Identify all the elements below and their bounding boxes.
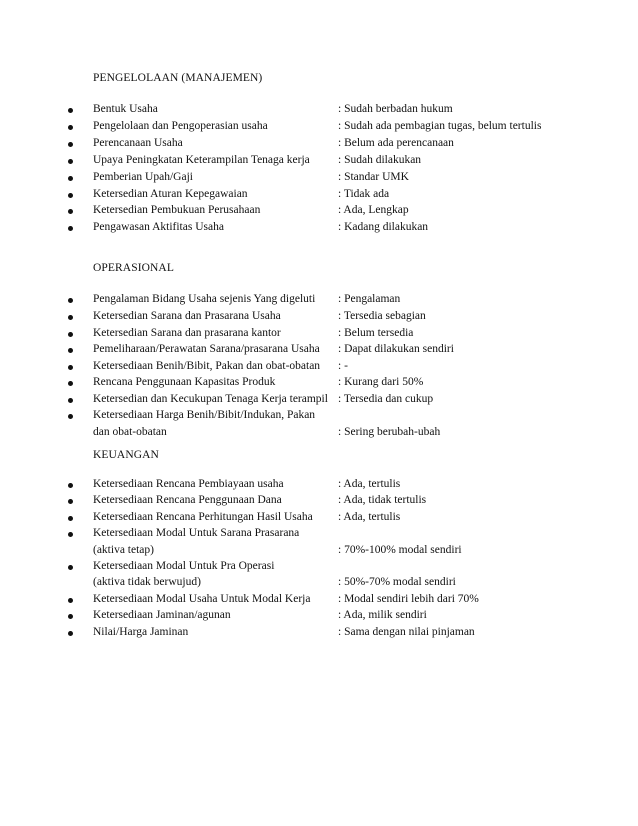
item-value: : Belum tersedia bbox=[338, 327, 414, 339]
bullet-icon bbox=[68, 348, 73, 353]
item-label: Ketersediaan Modal Untuk Pra Operasi bbox=[93, 560, 275, 572]
list-item bbox=[0, 327, 638, 343]
item-label: Ketersediaan Rencana Perhitungan Hasil Usaha bbox=[93, 511, 313, 523]
item-label: Ketersedian Pembukuan Perusahaan bbox=[93, 204, 261, 216]
item-label: Ketersedian Sarana dan prasarana kantor bbox=[93, 327, 281, 339]
bullet-icon bbox=[68, 125, 73, 130]
bullet-icon bbox=[68, 483, 73, 488]
item-label: Pengelolaan dan Pengoperasian usaha bbox=[93, 120, 268, 132]
bullet-icon bbox=[68, 142, 73, 147]
list-item bbox=[0, 188, 638, 204]
bullet-icon bbox=[68, 159, 73, 164]
item-value: : Kadang dilakukan bbox=[338, 221, 429, 233]
bullet-icon bbox=[68, 365, 73, 370]
item-value: : Dapat dilakukan sendiri bbox=[338, 343, 454, 355]
item-value: : Modal sendiri lebih dari 70% bbox=[338, 593, 479, 605]
bullet-icon bbox=[68, 193, 73, 198]
list-item bbox=[0, 560, 638, 576]
bullet-icon bbox=[68, 209, 73, 214]
list-item bbox=[0, 343, 638, 359]
item-value: : Ada, milik sendiri bbox=[338, 609, 427, 621]
bullet-icon bbox=[68, 176, 73, 181]
list-item bbox=[0, 393, 638, 409]
list-item bbox=[0, 137, 638, 153]
list-item bbox=[0, 494, 638, 510]
item-label: Ketersediaan Modal Usaha Untuk Modal Kerja bbox=[93, 593, 311, 605]
item-value: : Ada, tertulis bbox=[338, 478, 401, 490]
item-label: Ketersedian Aturan Kepegawaian bbox=[93, 188, 248, 200]
bullet-icon bbox=[68, 565, 73, 570]
item-label: Ketersediaan Rencana Penggunaan Dana bbox=[93, 494, 282, 506]
bullet-icon bbox=[68, 499, 73, 504]
item-value: : Tidak ada bbox=[338, 188, 390, 200]
item-value: : Kurang dari 50% bbox=[338, 376, 424, 388]
bullet-icon bbox=[68, 414, 73, 419]
item-label: Nilai/Harga Jaminan bbox=[93, 626, 189, 638]
item-label-continuation: (aktiva tetap) bbox=[93, 544, 154, 556]
bullet-icon bbox=[68, 226, 73, 231]
list-item bbox=[0, 360, 638, 376]
list-item bbox=[0, 376, 638, 392]
item-value: : - bbox=[338, 360, 348, 372]
list-item bbox=[0, 511, 638, 527]
list-item bbox=[0, 409, 638, 425]
list-item-continuation bbox=[0, 576, 638, 592]
item-label: Upaya Peningkatan Keterampilan Tenaga kerja bbox=[93, 154, 310, 166]
list-item bbox=[0, 221, 638, 237]
item-label: Ketersedian dan Kecukupan Tenaga Kerja terampil bbox=[93, 393, 328, 405]
item-label: Ketersediaan Rencana Pembiayaan usaha bbox=[93, 478, 284, 490]
item-label: Bentuk Usaha bbox=[93, 103, 158, 115]
list-item bbox=[0, 478, 638, 494]
item-value: : Ada, tertulis bbox=[338, 511, 401, 523]
section-title-keuangan: KEUANGAN bbox=[93, 449, 159, 461]
list-item bbox=[0, 171, 638, 187]
item-value: : Tersedia sebagian bbox=[338, 310, 426, 322]
bullet-icon bbox=[68, 398, 73, 403]
item-value: : Ada, Lengkap bbox=[338, 204, 409, 216]
item-value: : Sudah ada pembagian tugas, belum tertulis bbox=[338, 120, 542, 132]
item-label: Pengawasan Aktifitas Usaha bbox=[93, 221, 224, 233]
section-title-operasional: OPERASIONAL bbox=[93, 262, 174, 274]
list-item bbox=[0, 204, 638, 220]
list-item-continuation bbox=[0, 426, 638, 442]
list-item bbox=[0, 527, 638, 543]
list-item-continuation bbox=[0, 544, 638, 560]
bullet-icon bbox=[68, 532, 73, 537]
item-label-continuation: (aktiva tidak berwujud) bbox=[93, 576, 201, 588]
bullet-icon bbox=[68, 315, 73, 320]
item-value: : 70%-100% modal sendiri bbox=[338, 544, 462, 556]
item-label: Ketersediaan Harga Benih/Bibit/Indukan, Pakan bbox=[93, 409, 316, 421]
item-value: : Pengalaman bbox=[338, 293, 401, 305]
bullet-icon bbox=[68, 598, 73, 603]
item-value: : Tersedia dan cukup bbox=[338, 393, 434, 405]
item-label: Ketersedian Sarana dan Prasarana Usaha bbox=[93, 310, 281, 322]
list-item bbox=[0, 293, 638, 309]
item-label: Perencanaan Usaha bbox=[93, 137, 183, 149]
item-label: Ketersediaan Modal Untuk Sarana Prasarana bbox=[93, 527, 300, 539]
bullet-icon bbox=[68, 631, 73, 636]
bullet-icon bbox=[68, 516, 73, 521]
item-label: Ketersediaan Benih/Bibit, Pakan dan obat-obatan bbox=[93, 360, 321, 372]
list-item bbox=[0, 154, 638, 170]
item-value: : 50%-70% modal sendiri bbox=[338, 576, 456, 588]
item-value: : Sudah dilakukan bbox=[338, 154, 422, 166]
item-label: Pengalaman Bidang Usaha sejenis Yang digeluti bbox=[93, 293, 316, 305]
list-item bbox=[0, 120, 638, 136]
item-label: Pemeliharaan/Perawatan Sarana/prasarana Usaha bbox=[93, 343, 320, 355]
item-value: : Sering berubah-ubah bbox=[338, 426, 441, 438]
item-label: Pemberian Upah/Gaji bbox=[93, 171, 193, 183]
item-label-continuation: dan obat-obatan bbox=[93, 426, 167, 438]
item-value: : Sudah berbadan hukum bbox=[338, 103, 453, 115]
item-value: : Standar UMK bbox=[338, 171, 409, 183]
item-value: : Sama dengan nilai pinjaman bbox=[338, 626, 475, 638]
bullet-icon bbox=[68, 614, 73, 619]
item-label: Ketersediaan Jaminan/agunan bbox=[93, 609, 231, 621]
list-item bbox=[0, 103, 638, 119]
section-title-pengelolaan: PENGELOLAAN (MANAJEMEN) bbox=[93, 72, 263, 84]
item-value: : Belum ada perencanaan bbox=[338, 137, 454, 149]
list-item bbox=[0, 593, 638, 609]
bullet-icon bbox=[68, 381, 73, 386]
bullet-icon bbox=[68, 298, 73, 303]
list-item bbox=[0, 310, 638, 326]
list-item bbox=[0, 609, 638, 625]
bullet-icon bbox=[68, 332, 73, 337]
list-item bbox=[0, 626, 638, 642]
bullet-icon bbox=[68, 108, 73, 113]
item-label: Rencana Penggunaan Kapasitas Produk bbox=[93, 376, 276, 388]
item-value: : Ada, tidak tertulis bbox=[338, 494, 427, 506]
